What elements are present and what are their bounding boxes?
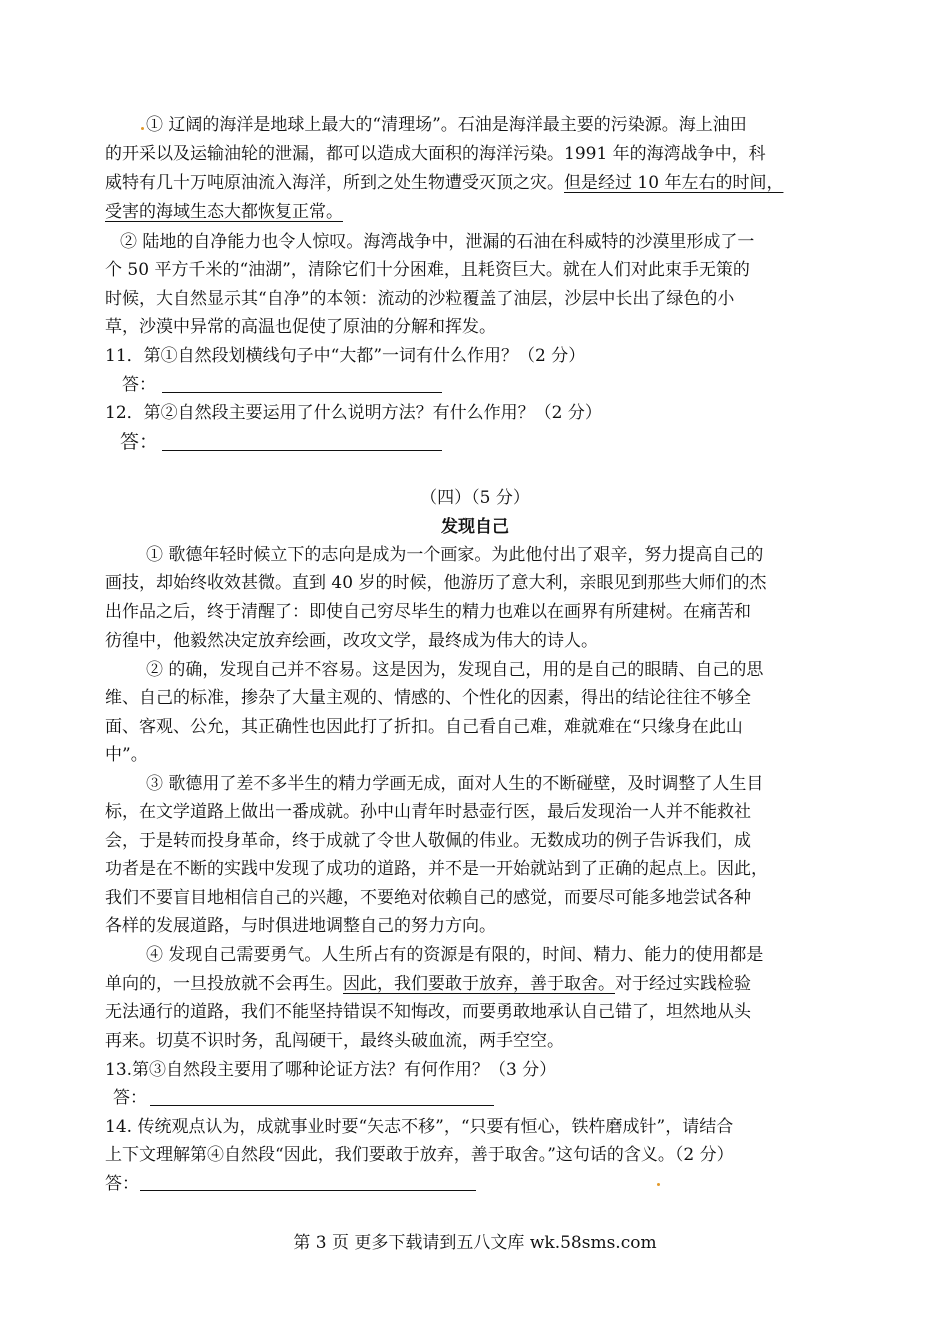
paragraph-line: 中”。 bbox=[105, 745, 148, 765]
paragraph-line: ① 歌德年轻时候立下的志向是成为一个画家。为此他付出了艰辛，努力提高自己的 bbox=[146, 545, 764, 565]
paragraph-text: 单向的，一旦投放就不会再生。 bbox=[105, 974, 343, 994]
answer-label: 答： bbox=[120, 431, 159, 453]
question-14-continued: 上下文理解第④自然段“因此，我们要敢于放弃，善于取舍。”这句话的含义。（2 分） bbox=[105, 1145, 734, 1165]
article-title: 发现自己 bbox=[441, 517, 509, 537]
paragraph-line bbox=[105, 973, 751, 995]
paragraph-line: 功者是在不断的实践中发现了成功的道路，并不是一开始就站到了正确的起点上。因此， bbox=[105, 859, 768, 879]
answer-blank-14[interactable] bbox=[140, 1190, 476, 1191]
paragraph-text: 对于经过实践检验 bbox=[615, 974, 751, 994]
section-heading: （四）（5 分） bbox=[420, 488, 530, 508]
underlined-sentence: 但是经过 10 年左右的时间， bbox=[564, 173, 784, 193]
paragraph-line bbox=[105, 172, 783, 194]
paragraph-line: 时候，大自然显示其“自净”的本领：流动的沙粒覆盖了油层，沙层中长出了绿色的小 bbox=[105, 289, 735, 309]
paragraph-line: 各样的发展道路，与时俱进地调整自己的努力方向。 bbox=[105, 916, 496, 936]
question-11: 11．第①自然段划横线句子中“大都”一词有什么作用？（2 分） bbox=[105, 346, 586, 366]
paragraph-line: 画技，却始终收效甚微。直到 40 岁的时候，他游历了意大利，亲眼见到那些大师们的杰 bbox=[105, 573, 767, 593]
question-14: 14. 传统观点认为，成就事业时要“矢志不移”，“只要有恒心，铁杵磨成针”，请结合 bbox=[105, 1117, 734, 1137]
paragraph-line: 的开采以及运输油轮的泄漏，都可以造成大面积的海洋污染。1991 年的海湾战争中，科 bbox=[105, 144, 766, 164]
answer-blank-11[interactable] bbox=[162, 392, 442, 393]
paragraph-line: 会，于是转而投身革命，终于成就了令世人敬佩的伟业。无数成功的例子告诉我们，成 bbox=[105, 831, 751, 851]
question-13: 13.第③自然段主要用了哪种论证方法？有何作用？（3 分） bbox=[105, 1060, 557, 1080]
paragraph-line: ④ 发现自己需要勇气。人生所占有的资源是有限的，时间、精力、能力的使用都是 bbox=[146, 945, 764, 965]
marker-dot bbox=[141, 127, 144, 130]
paragraph-line: 标，在文学道路上做出一番成就。孙中山青年时悬壶行医，最后发现治一人并不能救社 bbox=[105, 802, 751, 822]
paragraph-line: 草，沙漠中异常的高温也促使了原油的分解和挥发。 bbox=[105, 317, 496, 337]
paragraph-line: ② 陆地的自净能力也令人惊叹。海湾战争中，泄漏的石油在科威特的沙漠里形成了一 bbox=[120, 232, 755, 252]
paragraph-line: 个 50 平方千米的“油湖”，清除它们十分困难，且耗资巨大。就在人们对此束手无策的 bbox=[105, 260, 750, 280]
answer-label: 答： bbox=[105, 1174, 139, 1194]
page-footer: 第 3 页 更多下载请到五八文库 wk.58sms.com bbox=[293, 1233, 657, 1253]
answer-label: 答： bbox=[122, 375, 156, 395]
paragraph-line: 维、自己的标准，掺杂了大量主观的、情感的、个性化的因素，得出的结论往往不够全 bbox=[105, 688, 751, 708]
answer-blank-13[interactable] bbox=[150, 1105, 494, 1106]
marker-dot bbox=[657, 1183, 660, 1186]
question-12: 12．第②自然段主要运用了什么说明方法？有什么作用？（2 分） bbox=[105, 403, 602, 423]
underlined-sentence: 受害的海域生态大都恢复正常。 bbox=[105, 202, 343, 222]
underlined-sentence: 因此，我们要敢于放弃，善于取舍。 bbox=[343, 974, 615, 994]
paragraph-line: 无法通行的道路，我们不能坚持错误不知悔改，而要勇敢地承认自己错了，坦然地从头 bbox=[105, 1002, 751, 1022]
paragraph-line: ② 的确，发现自己并不容易。这是因为，发现自己，用的是自己的眼睛、自己的思 bbox=[146, 660, 764, 680]
paragraph-line: 再来。切莫不识时务，乱闯硬干，最终头破血流，两手空空。 bbox=[105, 1031, 564, 1051]
paragraph-line: 彷徨中，他毅然决定放弃绘画，改攻文学，最终成为伟大的诗人。 bbox=[105, 631, 598, 651]
answer-label: 答： bbox=[113, 1088, 147, 1108]
paragraph-line: 我们不要盲目地相信自己的兴趣，不要绝对依赖自己的感觉，而要尽可能多地尝试各种 bbox=[105, 888, 751, 908]
paragraph-line: ③ 歌德用了差不多半生的精力学画无成，面对人生的不断碰壁，及时调整了人生目 bbox=[146, 774, 764, 794]
paragraph-text: 威特有几十万吨原油流入海洋，所到之处生物遭受灭顶之灾。 bbox=[105, 173, 564, 193]
paragraph-line: 出作品之后，终于清醒了：即使自己穷尽毕生的精力也难以在画界有所建树。在痛苦和 bbox=[105, 602, 751, 622]
paragraph-line: 面、客观、公允，其正确性也因此打了折扣。自己看自己难，难就难在“只缘身在此山 bbox=[105, 717, 743, 737]
paragraph-line: ① 辽阔的海洋是地球上最大的“清理场”。石油是海洋最主要的污染源。海上油田 bbox=[146, 115, 747, 135]
answer-blank-12[interactable] bbox=[162, 450, 442, 451]
